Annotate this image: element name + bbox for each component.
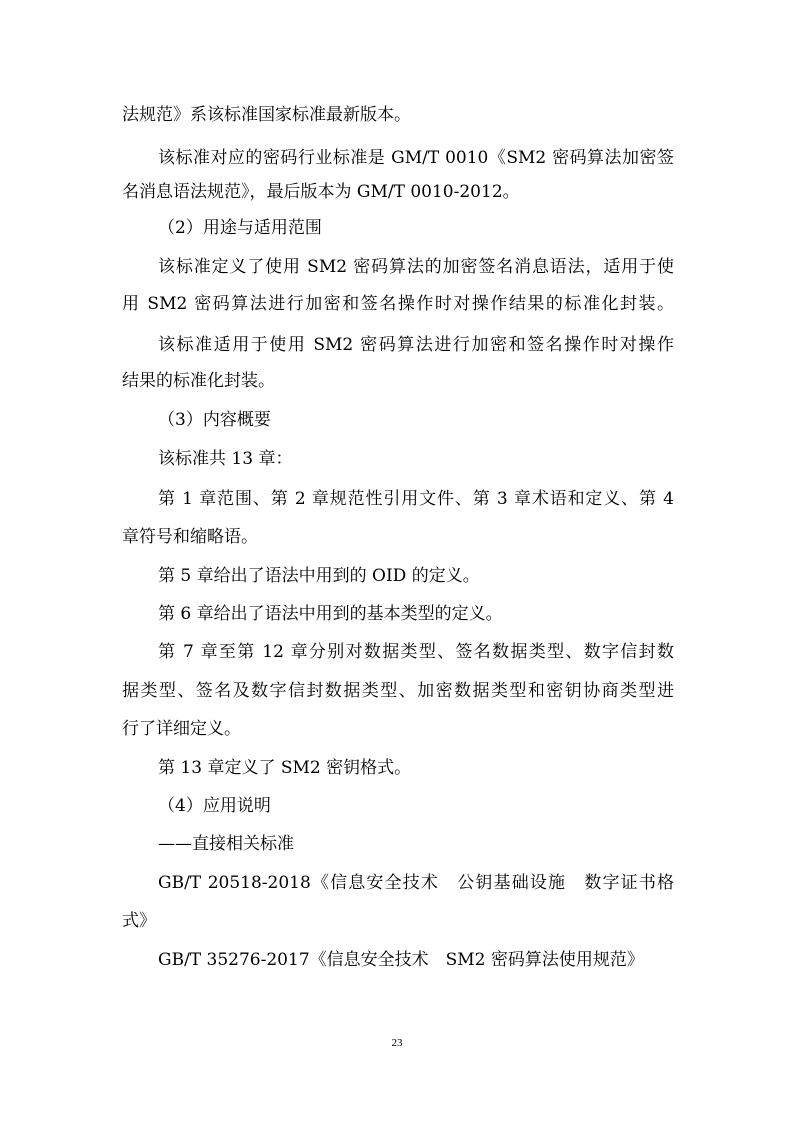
- reference-line: GB/T 20518-2018《信息安全技术 公钥基础设施 数字证书格: [158, 873, 674, 893]
- subsection-heading: ——直接相关标准: [158, 834, 294, 854]
- page-number: 23: [391, 1037, 403, 1049]
- text-line: 第 13 章定义了 SM2 密钥格式。: [158, 758, 412, 778]
- section-heading: （4）应用说明: [158, 796, 271, 816]
- text-line: 行了详细定义。: [122, 719, 241, 739]
- section-heading: （2）用途与适用范围: [158, 218, 322, 238]
- text-line: 该标准适用于使用 SM2 密码算法进行加密和签名操作时对操作: [158, 335, 674, 355]
- text-line: 该标准共 13 章：: [158, 449, 293, 469]
- text-line: 名消息语法规范》，最后版本为 GM/T 0010-2012。: [122, 182, 520, 202]
- text-line: 第 5 章给出了语法中用到的 OID 的定义。: [158, 566, 480, 586]
- text-line: 第 6 章给出了语法中用到的基本类型的定义。: [158, 604, 503, 624]
- text-line: 该标准对应的密码行业标准是 GM/T 0010《SM2 密码算法加密签: [158, 148, 674, 168]
- text-line: 结果的标准化封装。: [122, 371, 275, 391]
- text-line: 第 7 章至第 12 章分别对数据类型、签名数据类型、数字信封数: [158, 642, 674, 662]
- reference-line: 式》: [122, 911, 156, 931]
- text-line: 章符号和缩略语。: [122, 527, 258, 547]
- text-line: 第 1 章范围、第 2 章规范性引用文件、第 3 章术语和定义、第 4: [158, 489, 674, 509]
- text-line: 用 SM2 密码算法进行加密和签名操作时对操作结果的标准化封装。: [122, 294, 674, 314]
- text-line: 该标准定义了使用 SM2 密码算法的加密签名消息语法，适用于使: [158, 257, 674, 277]
- section-heading: （3）内容概要: [158, 410, 271, 430]
- text-line: 法规范》系该标准国家标准最新版本。: [122, 105, 411, 125]
- text-line: 据类型、签名及数字信封数据类型、加密数据类型和密钥协商类型进: [122, 681, 674, 701]
- reference-line: GB/T 35276-2017《信息安全技术 SM2 密码算法使用规范》: [158, 950, 644, 970]
